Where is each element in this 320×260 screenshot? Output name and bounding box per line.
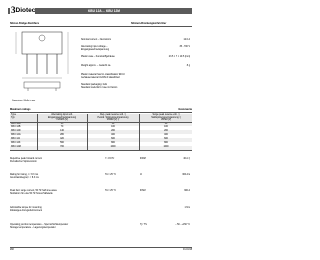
spec-input-voltage-label2: Eingangswechselspannung: [81, 49, 109, 51]
vrms-cell: 70: [60, 126, 64, 129]
subtitle-right: Silizium-Brückengleichrichter: [131, 22, 167, 25]
vrms-cell: 420: [60, 138, 64, 141]
vrms-cell: 280: [60, 134, 64, 137]
vrrm-cell: 800: [111, 142, 115, 144]
vrms-cell: 560: [60, 142, 64, 144]
type-cell: KBU 12M: [11, 145, 21, 148]
vrsm-cell: 50: [164, 122, 168, 125]
col-vrms-header-de: Eingangswechselspannung: [48, 116, 76, 119]
vrsm-cell: 600: [164, 138, 168, 141]
param-i2t-condition: TA = 25 °C: [105, 174, 117, 176]
dimensions-note: Dimensions / Maße in mm: [12, 100, 36, 102]
param-temp-value: – 50...+150 °C: [175, 224, 190, 226]
col-type-header: Type: [11, 114, 16, 116]
param-temp-label-de: Storage temperature – Lagerungstemperatur: [10, 227, 56, 229]
vrms-cell: 140: [60, 130, 64, 133]
param-temp-symbol: Tj / TS: [140, 224, 147, 226]
param-temp-label: Operating junction temperature – Sperrschichttemperatur: [10, 224, 69, 226]
footer-date: 01.01.98: [183, 249, 192, 251]
col-vrrm-header-de: Period. Spitzensperrspannung: [97, 116, 129, 119]
col-type-header-de: Typ: [11, 116, 15, 119]
param-ifsm-label-de: Stoßstrom für eine 50 Hz Sinus-Halbwelle: [10, 193, 53, 195]
spec-nominal-current-label: Nominal current – Nennstrom: [81, 39, 111, 41]
col-vrsm-header: Surge peak reverse volt. ¹): [152, 114, 180, 116]
param-ifrm-symbol: IFRM: [140, 158, 146, 160]
vrrm-cell: 600: [111, 138, 115, 141]
col-vrsm-symbol: VRSM [V]: [160, 119, 172, 122]
logo-glyph: 3: [11, 5, 16, 15]
param-ifrm-value: 40 A ²): [183, 158, 190, 160]
param-ifsm-value: 300 A: [184, 190, 190, 192]
type-cell: KBU 12K: [11, 142, 21, 144]
param-ifsm-condition: TA = 25 °C: [105, 190, 117, 192]
type-cell: KBU 12D: [11, 130, 21, 133]
spec-input-voltage-label: Alternating input voltage –: [81, 46, 108, 48]
vrrm-cell: 50: [111, 122, 115, 125]
spec-packaging-label: Standard packaging: bulk: [81, 84, 107, 86]
col-vrsm-header-de: Stoßspitzensperrspannung ¹): [151, 116, 181, 119]
col-vrms-symbol: VVRMS [V]: [56, 119, 68, 122]
vrsm-cell: 200: [164, 130, 168, 133]
spec-packaging-label2: Standard Lieferform: lose im Karton: [81, 87, 118, 89]
type-cell: KBU 12B: [11, 126, 21, 129]
spec-weight-value: 8 g: [186, 65, 190, 67]
param-i2t-label-de: Grenzlastintegral, t < 8.3 ms: [10, 177, 39, 179]
max-ratings-right: Grenzwerte: [178, 108, 192, 111]
vrrm-cell: 200: [111, 130, 115, 133]
type-cell: KBU 12J: [11, 138, 21, 141]
vrsm-cell: 100: [164, 126, 168, 129]
spec-input-voltage-value: 35...700 V: [179, 46, 190, 48]
spec-weight-label: Weight approx. – Gewicht ca.: [81, 65, 111, 67]
page-title: KBU 12A ... KBU 12M: [88, 9, 120, 13]
param-ifsm-label: Peak fwd. surge current, 50 Hz half sine-wave: [10, 190, 57, 192]
param-torque-label: Admissible torque for mounting: [10, 207, 42, 209]
subtitle-left: Silicon-Bridge-Rectifiers: [10, 22, 40, 25]
vrsm-cell: 800: [164, 142, 168, 144]
type-cell: KBU 12A: [11, 122, 21, 125]
vrrm-cell: 1000: [110, 145, 116, 148]
spec-ul-label2: Gehäusematerial UL94V-0 klassifiziert: [81, 77, 120, 79]
param-i2t-value: 300 A²s: [182, 174, 190, 176]
diotec-logo: [10, 6, 35, 15]
max-ratings-left: Maximum ratings: [10, 108, 31, 111]
vrms-cell: 700: [60, 145, 64, 148]
spec-ul-label: Plastic material has UL classification 94V-0: [81, 74, 125, 76]
param-ifrm-label-de: Periodischer Spitzenstrom: [10, 161, 37, 163]
param-i2t-label: Rating for fusing, t < 8.3 ms: [10, 174, 39, 176]
spec-case-value: 23.5 × 7 × 19.5 [mm]: [168, 56, 190, 58]
vrsm-cell: 1000: [163, 145, 169, 148]
param-ifsm-symbol: IFSM: [140, 190, 146, 192]
col-vrrm-header: Rep. peak reverse volt. ¹): [100, 114, 126, 116]
param-ifrm-label: Repetitive peak forward current: [10, 158, 42, 160]
vrrm-cell: 100: [111, 126, 115, 129]
param-i2t-symbol: i²t: [140, 174, 142, 176]
spec-nominal-current-value: 12.0 A: [183, 39, 190, 41]
spec-case-label: Plastic case – Kunststoffgehäuse: [81, 56, 115, 58]
col-vrrm-symbol: VRRM [V] ¹): [106, 119, 120, 122]
param-torque-value: 1 Nm: [184, 207, 190, 209]
param-torque-label-de: Zulässiges Anzugsdrehmoment: [10, 210, 43, 212]
param-ifrm-condition: f > 15 Hz: [105, 158, 115, 160]
vrsm-cell: 400: [164, 134, 168, 137]
package-drawing: [12, 30, 72, 92]
type-cell: KBU 12G: [11, 134, 21, 137]
logo-name: Diotec: [15, 7, 36, 14]
footer-page-number: 282: [10, 249, 14, 251]
vrrm-cell: 400: [111, 134, 115, 137]
vrms-cell: 35: [60, 122, 64, 125]
col-vrms-header: Alternating input volt.: [51, 114, 73, 116]
